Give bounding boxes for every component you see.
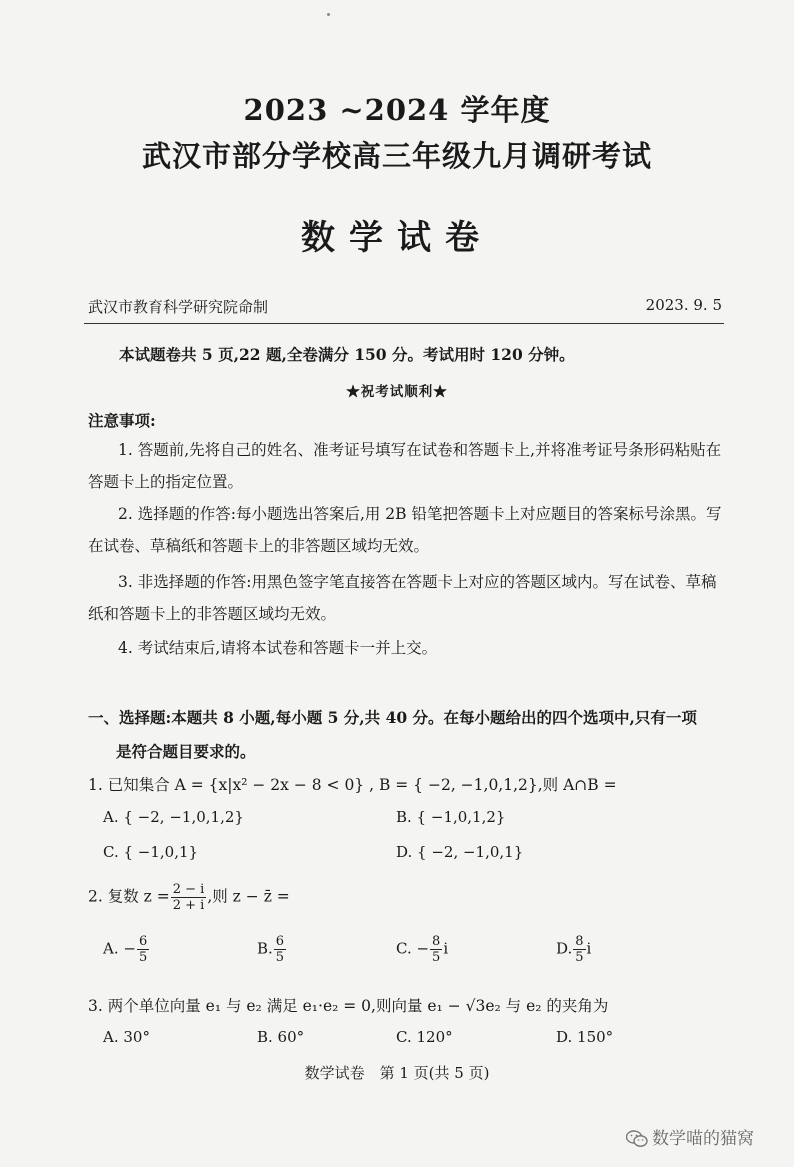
q1-option-d: D. { −2, −1,0,1} — [396, 843, 524, 861]
exam-title: 武汉市部分学校高三年级九月调研考试 — [141, 139, 652, 173]
q2-option-a: A. − $\frac{6}{5}$ — [103, 934, 148, 965]
exam-intro: 本试题卷共 5 页,22 题,全卷满分 150 分。考试用时 120 分钟。 — [119, 345, 575, 364]
section-heading: 一、选择题:本题共 8 小题,每小题 5 分,共 40 分。在每小题给出的四个选项中,只有一项 是符合题目要求的。 — [88, 708, 697, 761]
good-luck-banner: ★祝考试顺利★ — [346, 384, 448, 400]
q3-option-a: A. 30° — [103, 1028, 150, 1046]
question-3-stem: 3. 两个单位向量 e₁ 与 e₂ 满足 e₁·e₂ = 0,则向量 e₁ − √3e₂ 与 e₂ 的夹角为 — [88, 997, 609, 1015]
q1-option-a: A. { −2, −1,0,1,2} — [103, 808, 244, 826]
notice-heading: 注意事项: — [88, 411, 156, 430]
q2-option-b: B. $\frac{6}{5}$ — [257, 934, 285, 965]
notice-item: 3. 非选择题的作答:用黑色签字笔直接答在答题卡上对应的答题区域内。写在试卷、草稿纸和答题卡上的非答题区域均无效。 — [88, 573, 717, 623]
scan-speck — [327, 13, 330, 16]
header-divider — [84, 323, 724, 324]
q3-option-c: C. 120° — [396, 1028, 453, 1046]
exam-date: 2023. 9. 5 — [645, 296, 722, 314]
question-1-stem: 1. 已知集合 A = {x|x² − 2x − 8 < 0} , B = { −2, −1,0,1,2},则 A∩B = — [88, 776, 617, 794]
q3-option-d: D. 150° — [556, 1028, 614, 1046]
q2-option-d: D. $\frac{8}{5}$ i — [556, 934, 592, 965]
notice-item: 4. 考试结束后,请将本试卷和答题卡一并上交。 — [118, 639, 438, 657]
q3-option-b: B. 60° — [257, 1028, 305, 1046]
q1-option-c: C. { −1,0,1} — [103, 843, 199, 861]
wechat-icon — [626, 1129, 652, 1149]
q1-option-b: B. { −1,0,1,2} — [396, 808, 506, 826]
q2-option-c: C. − $\frac{8}{5}$ i — [396, 934, 449, 965]
watermark: 数学喵的猫窝 — [626, 1124, 754, 1149]
fraction: $\frac{2 - i}{2 + i}$ — [172, 882, 205, 913]
page-footer: 数学试卷 第 1 页(共 5 页) — [304, 1064, 490, 1082]
question-2-stem: 2. 复数 z = $\frac{2 - i}{2 + i}$ ,则 z − z̄ = — [88, 882, 290, 913]
year-line: 2023 ~2024 学年度 — [243, 93, 551, 127]
subject-title: 数学试卷 — [301, 218, 493, 258]
issuer: 武汉市教育科学研究院命制 — [88, 298, 269, 316]
notice-item: 1. 答题前,先将自己的姓名、准考证号填写在试卷和答题卡上,并将准考证号条形码粘贴在答题卡上的指定位置。 — [88, 441, 722, 491]
notice-item: 2. 选择题的作答:每小题选出答案后,用 2B 铅笔把答题卡上对应题目的答案标号涂黑。写在试卷、草稿纸和答题卡上的非答题区域均无效。 — [88, 505, 722, 555]
